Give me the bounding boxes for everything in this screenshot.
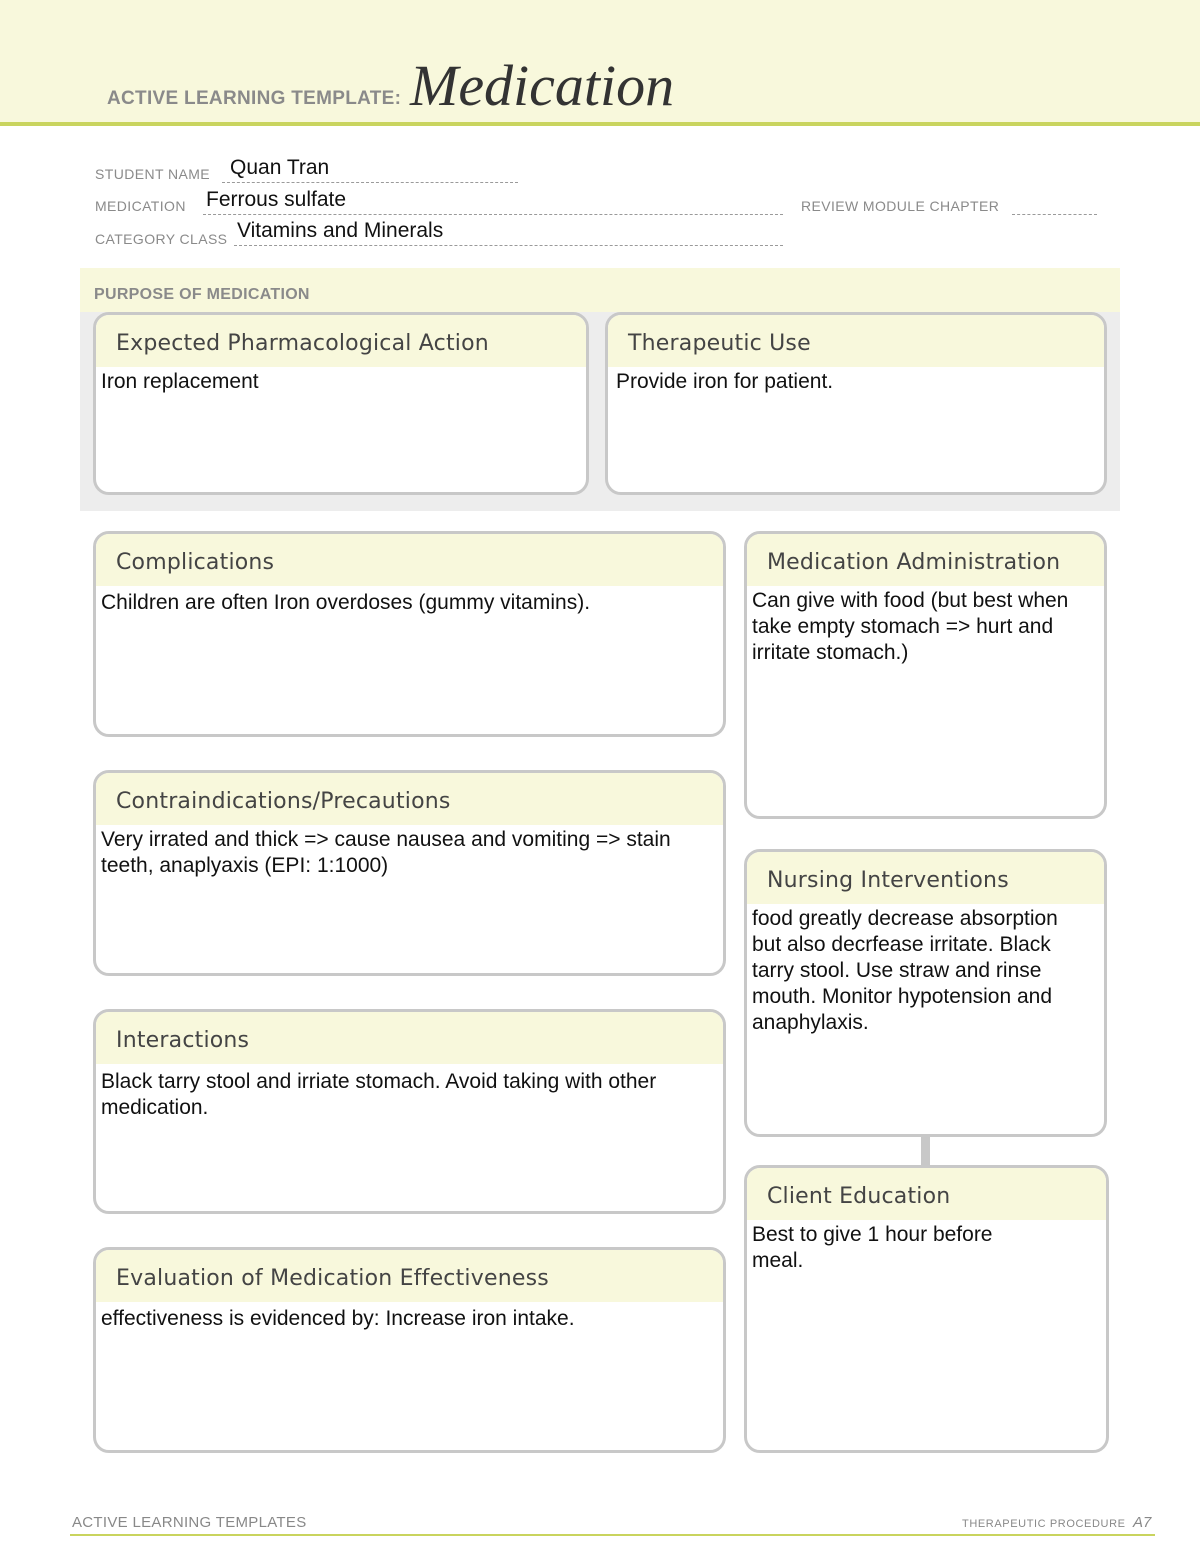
contraindications-title: Contraindications/Precautions — [116, 789, 451, 814]
student-name-underline — [222, 182, 518, 183]
client-education-title: Client Education — [767, 1184, 951, 1209]
contraindications-box — [93, 770, 726, 976]
client-education-text[interactable]: Best to give 1 hour before meal. — [752, 1223, 993, 1272]
complications-box — [93, 531, 726, 737]
category-class-label: CATEGORY CLASS — [95, 231, 228, 247]
interactions-header — [96, 1012, 723, 1064]
category-class-row — [95, 219, 795, 257]
review-module-label: REVIEW MODULE CHAPTER — [801, 198, 1000, 214]
review-module-underline — [1012, 214, 1097, 215]
medication-underline — [203, 214, 783, 215]
therapeutic-use-title: Therapeutic Use — [628, 331, 811, 356]
interactions-title: Interactions — [116, 1028, 250, 1053]
complications-text[interactable]: Children are often Iron overdoses (gummy vitamins). — [101, 591, 591, 614]
medication-field[interactable]: Ferrous sulfate — [206, 188, 347, 211]
medication-administration-header — [747, 534, 1104, 586]
contraindications-header — [96, 773, 723, 825]
nursing-interventions-text[interactable]: food greatly decrease absorption but also decrfease irritate. Black tarry stool. Use straw and rinse mouth. Monitor hypotension and anaphylaxis. — [752, 907, 1058, 1034]
medication-administration-title: Medication Administration — [767, 550, 1061, 575]
box-connector — [921, 1135, 930, 1166]
therapeutic-use-header — [608, 315, 1104, 367]
header-divider — [0, 122, 1200, 126]
expected-action-header — [96, 315, 586, 367]
evaluation-header — [96, 1250, 723, 1302]
complications-header — [96, 534, 723, 586]
client-education-box — [744, 1165, 1109, 1453]
therapeutic-use-text[interactable]: Provide iron for patient. — [616, 370, 834, 393]
interactions-box — [93, 1009, 726, 1214]
evaluation-text[interactable]: effectiveness is evidenced by: Increase iron intake. — [101, 1307, 575, 1330]
client-education-header — [747, 1168, 1106, 1220]
nursing-interventions-box — [744, 849, 1107, 1137]
evaluation-box — [93, 1247, 726, 1453]
purpose-heading: PURPOSE OF MEDICATION — [94, 286, 310, 303]
therapeutic-use-box — [605, 312, 1107, 495]
page-title: Medication — [410, 53, 675, 118]
medication-administration-box — [744, 531, 1107, 819]
student-name-field[interactable]: Quan Tran — [230, 156, 330, 179]
medication-administration-text[interactable]: Can give with food (but best when take empty stomach => hurt and irritate stomach.) — [752, 589, 1069, 664]
expected-action-box — [93, 312, 589, 495]
complications-title: Complications — [116, 550, 275, 575]
student-name-row — [95, 156, 795, 192]
category-class-underline — [234, 245, 783, 246]
footer-page-number: A7 — [1133, 1514, 1152, 1531]
footer-divider — [70, 1534, 1155, 1536]
nursing-interventions-title: Nursing Interventions — [767, 868, 1009, 893]
expected-action-text[interactable]: Iron replacement — [101, 370, 259, 393]
nursing-interventions-header — [747, 852, 1104, 904]
template-label: ACTIVE LEARNING TEMPLATE: — [107, 88, 402, 109]
evaluation-title: Evaluation of Medication Effectiveness — [116, 1266, 549, 1291]
footer-right-label: THERAPEUTIC PROCEDURE — [962, 1518, 1126, 1530]
expected-action-title: Expected Pharmacological Action — [116, 331, 489, 356]
footer-left-label: ACTIVE LEARNING TEMPLATES — [72, 1514, 307, 1531]
category-class-field[interactable]: Vitamins and Minerals — [237, 219, 444, 242]
interactions-text[interactable]: Black tarry stool and irriate stomach. Avoid taking with other medication. — [101, 1070, 657, 1119]
contraindications-text[interactable]: Very irrated and thick => cause nausea and vomiting => stain teeth, anaplyaxis (EPI: 1:1000) — [101, 828, 671, 877]
student-name-label: STUDENT NAME — [95, 166, 210, 182]
medication-label: MEDICATION — [95, 198, 186, 214]
